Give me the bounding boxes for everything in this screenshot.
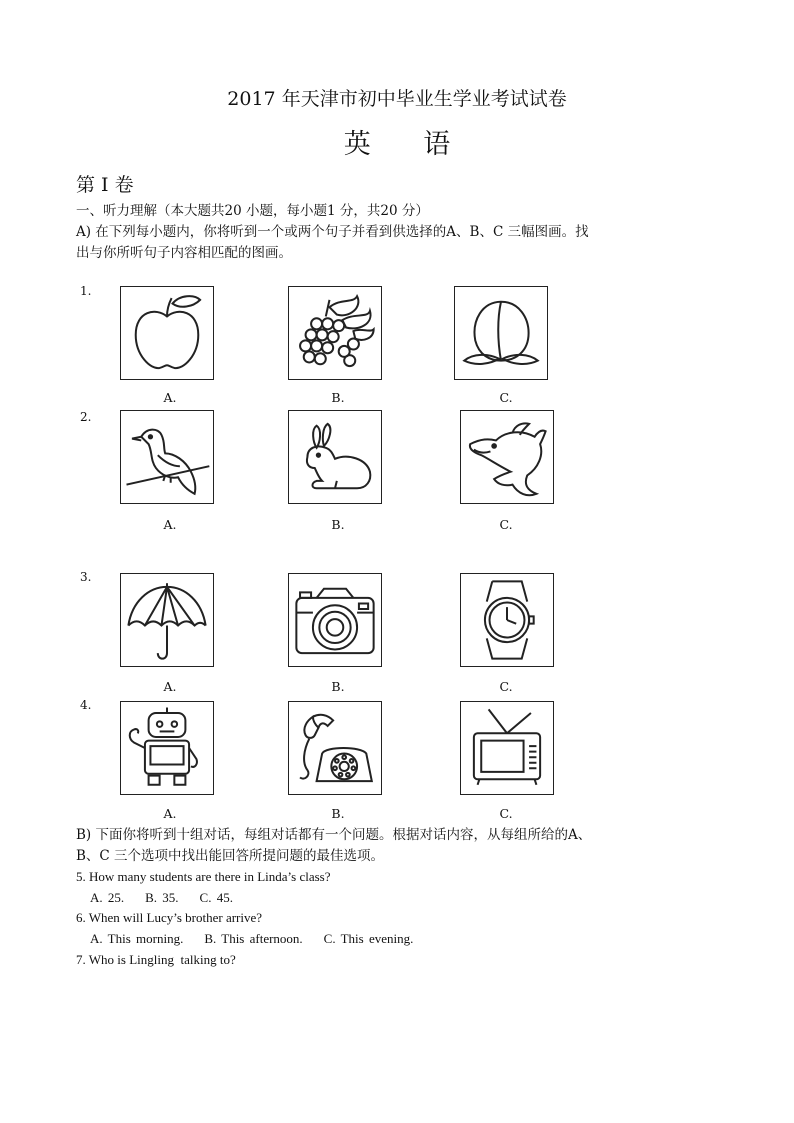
option-label: C. <box>499 390 513 405</box>
part-b-instruction-line2: B、C 三个选项中找出能回答所提问题的最佳选项。 <box>76 848 385 864</box>
part-a-instruction-line2: 出与你所听句子内容相匹配的图画。 <box>76 245 292 261</box>
television-icon <box>461 702 553 794</box>
option-picture[interactable] <box>288 573 382 667</box>
option-picture[interactable] <box>120 410 214 504</box>
umbrella-icon <box>121 574 213 666</box>
option-picture[interactable] <box>288 286 382 380</box>
option-label: B. <box>331 679 345 694</box>
question-number: 4. <box>80 698 92 712</box>
bird-icon <box>121 411 213 503</box>
part-a-instruction-line1: A) 在下列每小题内，你将听到一个或两个句子并看到供选择的A、B、C 三幅图画。找 <box>76 224 589 240</box>
watch-icon <box>461 574 553 666</box>
option-picture[interactable] <box>120 573 214 667</box>
camera-icon <box>289 574 381 666</box>
rabbit-icon <box>289 411 381 503</box>
question-number: 2. <box>80 410 92 424</box>
robot-icon <box>121 702 213 794</box>
question-5: 5. How many students are there in Linda’s class? <box>76 869 331 884</box>
question-7: 7. Who is Lingling talking to? <box>76 952 236 967</box>
question-6-options: A. This morning. B. This afternoon. C. This evening. <box>90 931 414 946</box>
option-picture[interactable] <box>120 286 214 380</box>
option-picture[interactable] <box>120 701 214 795</box>
question-5-options: A. 25. B. 35. C. 45. <box>90 890 233 905</box>
telephone-icon <box>289 702 381 794</box>
option-label: B. <box>331 517 345 532</box>
option-label: B. <box>331 806 345 821</box>
section-heading: 一、听力理解（本大题共20 小题，每小题1 分，共20 分） <box>76 203 429 219</box>
question-number: 3. <box>80 570 92 584</box>
grapes-icon <box>289 287 381 379</box>
apple-icon <box>121 287 213 379</box>
option-picture[interactable] <box>460 701 554 795</box>
option-label: C. <box>499 679 513 694</box>
option-label: A. <box>163 390 177 405</box>
part-b-instruction-line1: B) 下面你将听到十组对话，每组对话都有一个问题。根据对话内容，从每组所给的A、 <box>76 827 592 843</box>
option-picture[interactable] <box>460 573 554 667</box>
exam-title: 2017 年天津市初中毕业生学业考试试卷 <box>227 88 567 110</box>
option-label: B. <box>331 390 345 405</box>
volume-title: 第 Ⅰ 卷 <box>76 174 134 196</box>
peach-icon <box>455 287 547 379</box>
option-label: C. <box>499 517 513 532</box>
option-picture[interactable] <box>288 410 382 504</box>
option-label: C. <box>499 806 513 821</box>
option-picture[interactable] <box>460 410 554 504</box>
question-6: 6. When will Lucy’s brother arrive? <box>76 910 263 925</box>
dolphin-icon <box>461 411 553 503</box>
option-label: A. <box>163 517 177 532</box>
subject-title: 英 语 <box>343 129 473 160</box>
option-picture[interactable] <box>288 701 382 795</box>
option-picture[interactable] <box>454 286 548 380</box>
question-number: 1. <box>80 284 92 298</box>
option-label: A. <box>163 806 177 821</box>
option-label: A. <box>163 679 177 694</box>
